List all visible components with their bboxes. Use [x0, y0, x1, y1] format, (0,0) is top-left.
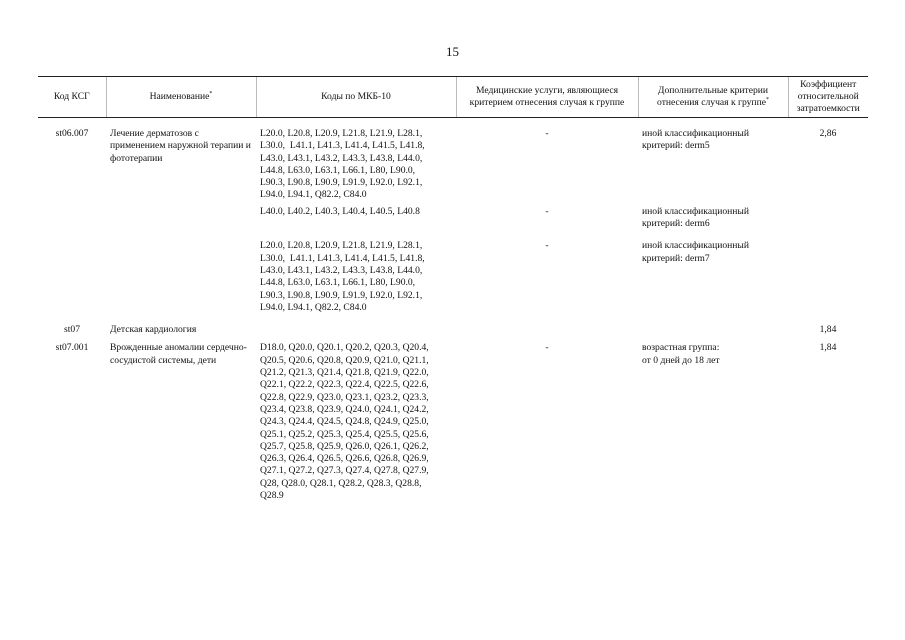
services-cell: -: [545, 205, 549, 217]
criteria-cell: [638, 324, 788, 342]
header-mkb: Коды по МКБ-10: [256, 77, 456, 118]
table-header-row: [38, 77, 868, 118]
table-row: [38, 240, 868, 324]
ksg-name-cell: Врожденные аномалии сердечно-сосудистой системы, дети: [110, 342, 247, 366]
coefficient-cell: [788, 206, 868, 241]
coefficient-cell: 1,84: [819, 342, 837, 354]
header-coefficient: Коэффициент относительной затратоемкости: [788, 77, 868, 118]
mkb-codes-cell: L40.0, L40.2, L40.3, L40.4, L40.5, L40.8: [260, 205, 420, 217]
ksg-name-cell: Детская кардиология: [110, 324, 197, 336]
mkb-codes-cell: L20.0, L20.8, L20.9, L21.8, L21.9, L28.1, L30.0, L41.1, L41.3, L41.4, L41.5, L41.8, L43.0, L43.1, L43.2, L43.3, L43.8, L44.0, L44.8, L63.0, L63.1, L66.1, L80, L90.0, L90.3, L90.8, L90.9, L91.9, L92.0, L92.1, L94.0, L94.1, Q82.2, C84.0: [260, 128, 425, 201]
ksg-name-cell: [106, 206, 256, 241]
criteria-cell: иной классификационный критерий: derm7: [642, 240, 749, 264]
coefficient-cell: 1,84: [819, 324, 837, 336]
header-criteria: Дополнительные критерии отнесения случая к группе*: [638, 77, 788, 118]
header-gap: [38, 118, 868, 129]
ksg-code-cell: st06.007: [55, 128, 89, 139]
header-code: Код КСГ: [38, 77, 106, 118]
ksg-code-cell: st07.001: [55, 342, 89, 354]
ksg-code-cell: [38, 240, 106, 324]
criteria-cell: иной классификационный критерий: derm5: [642, 128, 749, 152]
ksg-code-cell: [38, 206, 106, 241]
table-row: [38, 128, 868, 206]
mkb-codes-cell: L20.0, L20.8, L20.9, L21.8, L21.9, L28.1, L30.0, L41.1, L41.3, L41.4, L41.5, L41.8, L43.0, L43.1, L43.2, L43.3, L43.8, L44.0, L44.8, L63.0, L63.1, L66.1, L80, L90.0, L90.3, L90.8, L90.9, L91.9, L92.0, L92.1, L94.0, L94.1, Q82.2, C84.0: [260, 240, 425, 313]
table-row: [38, 342, 868, 512]
ksg-table: [38, 76, 868, 512]
header-services: Медицинские услуги, являющиеся критерием отнесения случая к группе: [456, 77, 638, 118]
mkb-codes-cell: D18.0, Q20.0, Q20.1, Q20.2, Q20.3, Q20.4, Q20.5, Q20.6, Q20.8, Q20.9, Q21.0, Q21.1, Q21.2, Q21.3, Q21.4, Q21.8, Q21.9, Q22.0, Q22.1, Q22.2, Q22.3, Q22.4, Q22.5, Q22.6, Q22.8, Q22.9, Q23.0, Q23.1, Q23.2, Q23.3, Q23.4, Q23.8, Q23.9, Q24.0, Q24.1, Q24.2, Q24.3, Q24.4, Q24.5, Q24.8, Q24.9, Q25.0, Q25.1, Q25.2, Q25.3, Q25.4, Q25.5, Q25.6, Q25.7, Q25.8, Q25.9, Q26.0, Q26.1, Q26.2, Q26.3, Q26.4, Q26.5, Q26.6, Q26.8, Q26.9, Q27.1, Q27.2, Q27.3, Q27.4, Q27.8, Q27.9, Q28, Q28.0, Q28.1, Q28.2, Q28.3, Q28.8, Q28.9: [260, 342, 429, 502]
table-row: [38, 324, 868, 342]
coefficient-cell: 2,86: [819, 128, 837, 139]
ksg-name-cell: Лечение дерматозов с применением наружной терапии и фототерапии: [110, 128, 251, 164]
services-cell: -: [545, 342, 549, 354]
ksg-code-cell: st07: [64, 324, 80, 336]
criteria-cell: иной классификационный критерий: derm6: [642, 205, 749, 230]
coefficient-cell: [788, 240, 868, 324]
services-cell: [456, 324, 638, 342]
page-number: 15: [446, 44, 459, 59]
services-cell: -: [545, 240, 549, 252]
mkb-codes-cell: [256, 324, 456, 342]
services-cell: -: [545, 128, 549, 139]
criteria-cell: возрастная группа: от 0 дней до 18 лет: [642, 342, 720, 366]
table-row: [38, 206, 868, 241]
ksg-name-cell: [106, 240, 256, 324]
header-name: Наименование*: [106, 77, 256, 118]
